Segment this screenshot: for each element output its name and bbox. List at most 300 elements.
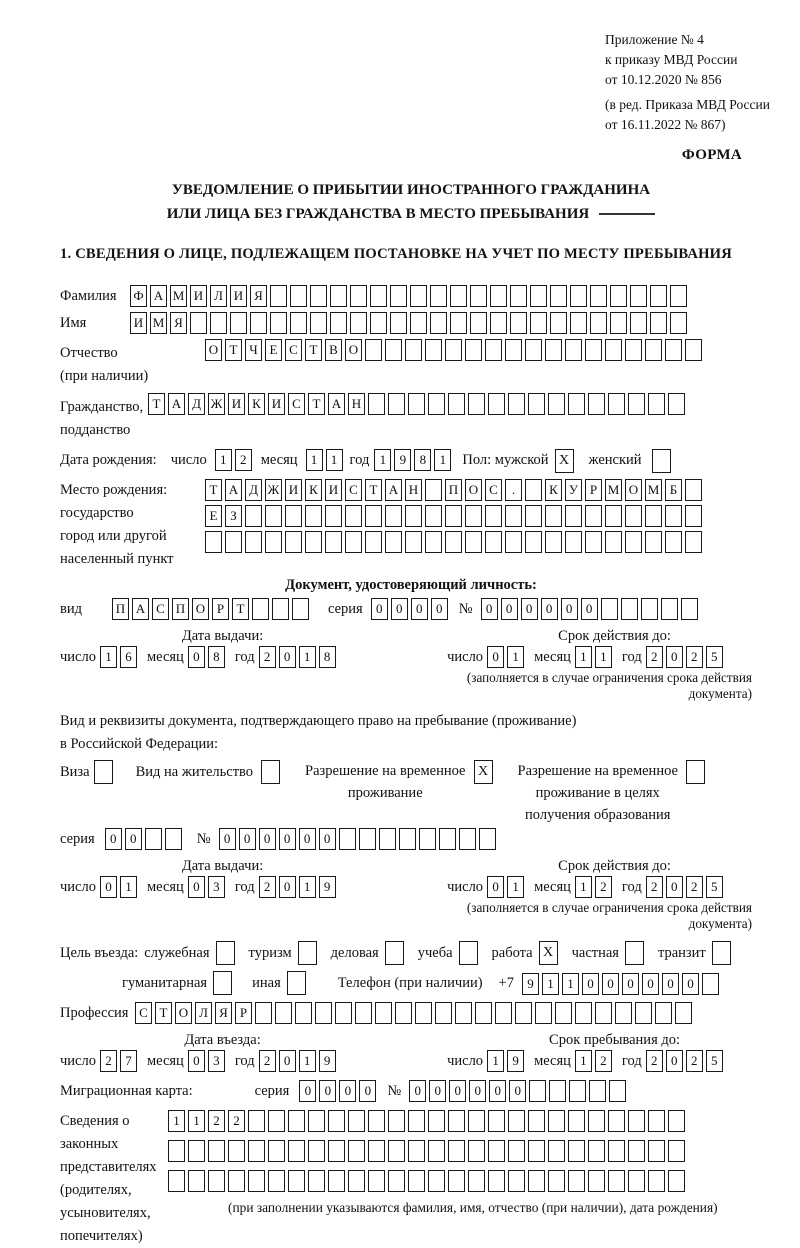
citizenship-char-box[interactable] xyxy=(468,393,485,415)
res-issue-year-box[interactable]: 9 xyxy=(319,876,336,898)
birthplace-char-box[interactable] xyxy=(445,531,462,553)
doc-valid-year-box[interactable]: 2 xyxy=(646,646,663,668)
patronymic-char-box[interactable] xyxy=(665,339,682,361)
doc-number-box[interactable] xyxy=(661,598,678,620)
doc-valid-month-box[interactable]: 1 xyxy=(595,646,612,668)
representatives-char-box[interactable] xyxy=(568,1140,585,1162)
birthplace-char-box[interactable]: О xyxy=(465,479,482,501)
purpose-transit-box[interactable] xyxy=(712,941,731,965)
representatives-char-box[interactable] xyxy=(628,1110,645,1132)
doc-seriya-box[interactable]: 0 xyxy=(391,598,408,620)
phone-digit-box[interactable] xyxy=(702,973,719,995)
stay-year-box[interactable]: 5 xyxy=(706,1050,723,1072)
firstname-char-box[interactable] xyxy=(290,312,307,334)
doc-issue-month-box[interactable]: 8 xyxy=(208,646,225,668)
representatives-char-box[interactable] xyxy=(248,1110,265,1132)
patronymic-char-box[interactable] xyxy=(485,339,502,361)
res-issue-year-box[interactable]: 2 xyxy=(259,876,276,898)
representatives-char-box[interactable] xyxy=(448,1170,465,1192)
res-valid-day-box[interactable]: 1 xyxy=(507,876,524,898)
citizenship-char-box[interactable]: Ж xyxy=(208,393,225,415)
birthplace-char-box[interactable]: Е xyxy=(205,505,222,527)
patronymic-char-box[interactable] xyxy=(445,339,462,361)
mig-number-box[interactable] xyxy=(549,1080,566,1102)
profession-char-box[interactable]: Я xyxy=(215,1002,232,1024)
doc-number-box[interactable]: 0 xyxy=(481,598,498,620)
birthplace-char-box[interactable] xyxy=(605,531,622,553)
surname-char-box[interactable]: И xyxy=(230,285,247,307)
birthplace-char-box[interactable]: К xyxy=(305,479,322,501)
temp-residence-education-box[interactable] xyxy=(686,760,705,784)
birthplace-char-box[interactable]: О xyxy=(625,479,642,501)
patronymic-char-box[interactable] xyxy=(465,339,482,361)
doc-kind-char-box[interactable]: Р xyxy=(212,598,229,620)
representatives-char-box[interactable] xyxy=(668,1140,685,1162)
doc-valid-day-box[interactable]: 1 xyxy=(507,646,524,668)
entry-month-box[interactable]: 3 xyxy=(208,1050,225,1072)
doc-valid-day-box[interactable]: 0 xyxy=(487,646,504,668)
representatives-char-box[interactable] xyxy=(508,1170,525,1192)
stay-year-box[interactable]: 0 xyxy=(666,1050,683,1072)
mig-number-box[interactable]: 0 xyxy=(469,1080,486,1102)
birthplace-char-box[interactable] xyxy=(505,505,522,527)
representatives-char-box[interactable] xyxy=(368,1110,385,1132)
doc-number-box[interactable]: 0 xyxy=(501,598,518,620)
birthplace-char-box[interactable]: И xyxy=(325,479,342,501)
birthplace-char-box[interactable] xyxy=(445,505,462,527)
representatives-char-box[interactable] xyxy=(528,1140,545,1162)
doc-valid-month-box[interactable]: 1 xyxy=(575,646,592,668)
birthplace-char-box[interactable] xyxy=(625,531,642,553)
birthplace-char-box[interactable] xyxy=(645,505,662,527)
representatives-char-box[interactable] xyxy=(608,1170,625,1192)
purpose-official-box[interactable] xyxy=(216,941,235,965)
surname-char-box[interactable]: М xyxy=(170,285,187,307)
stay-year-box[interactable]: 2 xyxy=(686,1050,703,1072)
citizenship-char-box[interactable]: А xyxy=(168,393,185,415)
phone-digit-box[interactable]: 9 xyxy=(522,973,539,995)
representatives-char-box[interactable] xyxy=(468,1170,485,1192)
doc-kind-char-box[interactable]: П xyxy=(112,598,129,620)
representatives-char-box[interactable] xyxy=(248,1170,265,1192)
profession-char-box[interactable] xyxy=(535,1002,552,1024)
profession-char-box[interactable] xyxy=(395,1002,412,1024)
residence-permit-box[interactable] xyxy=(261,760,280,784)
birthplace-char-box[interactable] xyxy=(425,479,442,501)
birth-year-box[interactable]: 1 xyxy=(434,449,451,471)
profession-char-box[interactable] xyxy=(415,1002,432,1024)
birthplace-char-box[interactable] xyxy=(385,505,402,527)
birthplace-char-box[interactable] xyxy=(485,531,502,553)
patronymic-char-box[interactable] xyxy=(525,339,542,361)
profession-char-box[interactable] xyxy=(375,1002,392,1024)
patronymic-char-box[interactable] xyxy=(385,339,402,361)
res-number-box[interactable] xyxy=(379,828,396,850)
firstname-char-box[interactable] xyxy=(370,312,387,334)
mig-number-box[interactable]: 0 xyxy=(489,1080,506,1102)
birthplace-char-box[interactable] xyxy=(665,531,682,553)
citizenship-char-box[interactable]: Н xyxy=(348,393,365,415)
birthplace-char-box[interactable] xyxy=(465,505,482,527)
stay-month-box[interactable]: 1 xyxy=(575,1050,592,1072)
representatives-char-box[interactable] xyxy=(568,1110,585,1132)
representatives-char-box[interactable] xyxy=(468,1140,485,1162)
birthplace-char-box[interactable] xyxy=(405,531,422,553)
res-number-box[interactable]: 0 xyxy=(219,828,236,850)
birthplace-char-box[interactable]: Н xyxy=(405,479,422,501)
birth-month-box[interactable]: 1 xyxy=(326,449,343,471)
mig-seriya-box[interactable]: 0 xyxy=(359,1080,376,1102)
birthplace-char-box[interactable] xyxy=(205,531,222,553)
representatives-char-box[interactable] xyxy=(388,1110,405,1132)
profession-char-box[interactable] xyxy=(455,1002,472,1024)
representatives-char-box[interactable] xyxy=(188,1140,205,1162)
citizenship-char-box[interactable]: Д xyxy=(188,393,205,415)
representatives-char-box[interactable]: 1 xyxy=(188,1110,205,1132)
surname-char-box[interactable] xyxy=(510,285,527,307)
firstname-char-box[interactable] xyxy=(250,312,267,334)
birthplace-char-box[interactable] xyxy=(505,531,522,553)
doc-kind-char-box[interactable]: О xyxy=(192,598,209,620)
res-issue-year-box[interactable]: 0 xyxy=(279,876,296,898)
citizenship-char-box[interactable] xyxy=(528,393,545,415)
surname-char-box[interactable]: А xyxy=(150,285,167,307)
firstname-char-box[interactable] xyxy=(210,312,227,334)
profession-char-box[interactable] xyxy=(555,1002,572,1024)
surname-char-box[interactable]: Ф xyxy=(130,285,147,307)
res-valid-day-box[interactable]: 0 xyxy=(487,876,504,898)
citizenship-char-box[interactable] xyxy=(408,393,425,415)
res-number-box[interactable] xyxy=(399,828,416,850)
res-number-box[interactable]: 0 xyxy=(319,828,336,850)
representatives-char-box[interactable] xyxy=(648,1110,665,1132)
birthplace-char-box[interactable] xyxy=(545,531,562,553)
profession-char-box[interactable] xyxy=(655,1002,672,1024)
representatives-char-box[interactable] xyxy=(328,1110,345,1132)
patronymic-char-box[interactable] xyxy=(545,339,562,361)
representatives-char-box[interactable] xyxy=(548,1170,565,1192)
representatives-char-box[interactable] xyxy=(308,1140,325,1162)
birthplace-char-box[interactable] xyxy=(385,531,402,553)
doc-kind-char-box[interactable]: П xyxy=(172,598,189,620)
citizenship-char-box[interactable] xyxy=(368,393,385,415)
mig-number-box[interactable] xyxy=(589,1080,606,1102)
firstname-char-box[interactable] xyxy=(530,312,547,334)
phone-digit-box[interactable]: 0 xyxy=(622,973,639,995)
representatives-char-box[interactable] xyxy=(588,1110,605,1132)
birth-year-box[interactable]: 8 xyxy=(414,449,431,471)
doc-issue-year-box[interactable]: 0 xyxy=(279,646,296,668)
doc-kind-char-box[interactable] xyxy=(252,598,269,620)
res-valid-year-box[interactable]: 0 xyxy=(666,876,683,898)
patronymic-char-box[interactable] xyxy=(625,339,642,361)
firstname-char-box[interactable] xyxy=(590,312,607,334)
profession-char-box[interactable]: Т xyxy=(155,1002,172,1024)
birthplace-char-box[interactable]: З xyxy=(225,505,242,527)
citizenship-char-box[interactable]: А xyxy=(328,393,345,415)
surname-char-box[interactable] xyxy=(410,285,427,307)
patronymic-char-box[interactable]: В xyxy=(325,339,342,361)
birthplace-char-box[interactable]: Т xyxy=(365,479,382,501)
representatives-char-box[interactable] xyxy=(668,1170,685,1192)
firstname-char-box[interactable] xyxy=(390,312,407,334)
representatives-char-box[interactable] xyxy=(648,1140,665,1162)
birthplace-char-box[interactable] xyxy=(365,531,382,553)
doc-seriya-box[interactable]: 0 xyxy=(431,598,448,620)
profession-char-box[interactable] xyxy=(435,1002,452,1024)
profession-char-box[interactable] xyxy=(675,1002,692,1024)
birthplace-char-box[interactable] xyxy=(225,531,242,553)
birthplace-char-box[interactable] xyxy=(425,531,442,553)
representatives-char-box[interactable] xyxy=(408,1110,425,1132)
citizenship-char-box[interactable] xyxy=(648,393,665,415)
birthplace-char-box[interactable]: А xyxy=(225,479,242,501)
surname-char-box[interactable] xyxy=(590,285,607,307)
representatives-char-box[interactable] xyxy=(228,1140,245,1162)
birthplace-char-box[interactable] xyxy=(545,505,562,527)
res-number-box[interactable] xyxy=(479,828,496,850)
entry-day-box[interactable]: 7 xyxy=(120,1050,137,1072)
res-number-box[interactable] xyxy=(439,828,456,850)
citizenship-char-box[interactable] xyxy=(568,393,585,415)
representatives-char-box[interactable] xyxy=(488,1110,505,1132)
representatives-char-box[interactable] xyxy=(548,1110,565,1132)
profession-char-box[interactable]: О xyxy=(175,1002,192,1024)
birthplace-char-box[interactable]: С xyxy=(485,479,502,501)
patronymic-char-box[interactable] xyxy=(645,339,662,361)
phone-digit-box[interactable]: 1 xyxy=(542,973,559,995)
doc-issue-year-box[interactable]: 1 xyxy=(299,646,316,668)
doc-issue-month-box[interactable]: 0 xyxy=(188,646,205,668)
firstname-char-box[interactable] xyxy=(430,312,447,334)
surname-char-box[interactable] xyxy=(390,285,407,307)
profession-char-box[interactable] xyxy=(315,1002,332,1024)
representatives-char-box[interactable] xyxy=(288,1110,305,1132)
representatives-char-box[interactable] xyxy=(328,1140,345,1162)
profession-char-box[interactable]: Р xyxy=(235,1002,252,1024)
representatives-char-box[interactable] xyxy=(648,1170,665,1192)
visa-box[interactable] xyxy=(94,760,113,784)
res-valid-year-box[interactable]: 2 xyxy=(686,876,703,898)
surname-char-box[interactable] xyxy=(470,285,487,307)
mig-number-box[interactable]: 0 xyxy=(409,1080,426,1102)
res-valid-month-box[interactable]: 1 xyxy=(575,876,592,898)
profession-char-box[interactable] xyxy=(635,1002,652,1024)
representatives-char-box[interactable] xyxy=(668,1110,685,1132)
birthplace-char-box[interactable] xyxy=(285,505,302,527)
representatives-char-box[interactable] xyxy=(368,1170,385,1192)
surname-char-box[interactable] xyxy=(650,285,667,307)
birthplace-char-box[interactable] xyxy=(685,505,702,527)
mig-number-box[interactable] xyxy=(529,1080,546,1102)
patronymic-char-box[interactable]: О xyxy=(345,339,362,361)
res-number-box[interactable] xyxy=(459,828,476,850)
patronymic-char-box[interactable]: Т xyxy=(305,339,322,361)
representatives-char-box[interactable]: 1 xyxy=(168,1110,185,1132)
phone-digit-box[interactable]: 0 xyxy=(582,973,599,995)
birthplace-char-box[interactable] xyxy=(325,505,342,527)
birthplace-char-box[interactable]: М xyxy=(645,479,662,501)
representatives-char-box[interactable] xyxy=(628,1170,645,1192)
surname-char-box[interactable] xyxy=(670,285,687,307)
representatives-char-box[interactable] xyxy=(488,1170,505,1192)
patronymic-char-box[interactable] xyxy=(365,339,382,361)
firstname-char-box[interactable] xyxy=(450,312,467,334)
res-seriya-box[interactable]: 0 xyxy=(125,828,142,850)
patronymic-char-box[interactable] xyxy=(425,339,442,361)
firstname-char-box[interactable] xyxy=(190,312,207,334)
birthplace-char-box[interactable] xyxy=(245,505,262,527)
patronymic-char-box[interactable] xyxy=(605,339,622,361)
birthplace-char-box[interactable] xyxy=(265,505,282,527)
birthplace-char-box[interactable] xyxy=(625,505,642,527)
patronymic-char-box[interactable]: Е xyxy=(265,339,282,361)
surname-char-box[interactable]: Л xyxy=(210,285,227,307)
phone-digit-box[interactable]: 0 xyxy=(662,973,679,995)
representatives-char-box[interactable] xyxy=(608,1140,625,1162)
birthplace-char-box[interactable]: Т xyxy=(205,479,222,501)
surname-char-box[interactable] xyxy=(330,285,347,307)
patronymic-char-box[interactable] xyxy=(405,339,422,361)
patronymic-char-box[interactable]: Ч xyxy=(245,339,262,361)
citizenship-char-box[interactable] xyxy=(548,393,565,415)
birthplace-char-box[interactable] xyxy=(305,531,322,553)
res-valid-month-box[interactable]: 2 xyxy=(595,876,612,898)
birthplace-char-box[interactable] xyxy=(585,531,602,553)
birthplace-char-box[interactable] xyxy=(525,479,542,501)
representatives-char-box[interactable] xyxy=(288,1140,305,1162)
surname-char-box[interactable] xyxy=(570,285,587,307)
entry-day-box[interactable]: 2 xyxy=(100,1050,117,1072)
patronymic-char-box[interactable]: О xyxy=(205,339,222,361)
mig-number-box[interactable]: 0 xyxy=(509,1080,526,1102)
doc-valid-year-box[interactable]: 5 xyxy=(706,646,723,668)
phone-digit-box[interactable]: 0 xyxy=(682,973,699,995)
birthplace-char-box[interactable] xyxy=(525,531,542,553)
doc-number-box[interactable] xyxy=(681,598,698,620)
purpose-other-box[interactable] xyxy=(287,971,306,995)
purpose-work-box[interactable]: X xyxy=(539,941,558,965)
birthplace-char-box[interactable]: М xyxy=(605,479,622,501)
birthplace-char-box[interactable]: Б xyxy=(665,479,682,501)
res-number-box[interactable] xyxy=(419,828,436,850)
profession-char-box[interactable] xyxy=(515,1002,532,1024)
representatives-char-box[interactable] xyxy=(528,1110,545,1132)
firstname-char-box[interactable] xyxy=(490,312,507,334)
doc-seriya-box[interactable]: 0 xyxy=(371,598,388,620)
surname-char-box[interactable] xyxy=(610,285,627,307)
birthplace-char-box[interactable] xyxy=(345,505,362,527)
doc-number-box[interactable] xyxy=(641,598,658,620)
res-number-box[interactable]: 0 xyxy=(259,828,276,850)
representatives-char-box[interactable] xyxy=(588,1170,605,1192)
citizenship-char-box[interactable] xyxy=(508,393,525,415)
doc-valid-year-box[interactable]: 0 xyxy=(666,646,683,668)
birth-year-box[interactable]: 9 xyxy=(394,449,411,471)
firstname-char-box[interactable]: Я xyxy=(170,312,187,334)
firstname-char-box[interactable] xyxy=(410,312,427,334)
patronymic-char-box[interactable]: Т xyxy=(225,339,242,361)
gender-male-box[interactable]: X xyxy=(555,449,574,473)
birth-month-box[interactable]: 1 xyxy=(306,449,323,471)
purpose-private-box[interactable] xyxy=(625,941,644,965)
birthplace-char-box[interactable] xyxy=(485,505,502,527)
birthplace-char-box[interactable] xyxy=(345,531,362,553)
representatives-char-box[interactable] xyxy=(428,1110,445,1132)
doc-issue-year-box[interactable]: 2 xyxy=(259,646,276,668)
res-number-box[interactable]: 0 xyxy=(299,828,316,850)
res-issue-year-box[interactable]: 1 xyxy=(299,876,316,898)
representatives-char-box[interactable] xyxy=(168,1140,185,1162)
doc-issue-year-box[interactable]: 8 xyxy=(319,646,336,668)
representatives-char-box[interactable] xyxy=(348,1140,365,1162)
doc-kind-char-box[interactable] xyxy=(292,598,309,620)
firstname-char-box[interactable] xyxy=(610,312,627,334)
firstname-char-box[interactable] xyxy=(350,312,367,334)
citizenship-char-box[interactable] xyxy=(608,393,625,415)
doc-valid-year-box[interactable]: 2 xyxy=(686,646,703,668)
birthplace-char-box[interactable] xyxy=(525,505,542,527)
res-number-box[interactable]: 0 xyxy=(239,828,256,850)
firstname-char-box[interactable] xyxy=(650,312,667,334)
birthplace-char-box[interactable]: Р xyxy=(585,479,602,501)
phone-digit-box[interactable]: 0 xyxy=(642,973,659,995)
firstname-char-box[interactable] xyxy=(470,312,487,334)
patronymic-char-box[interactable] xyxy=(685,339,702,361)
doc-number-box[interactable]: 0 xyxy=(521,598,538,620)
surname-char-box[interactable] xyxy=(430,285,447,307)
profession-char-box[interactable]: Л xyxy=(195,1002,212,1024)
res-issue-day-box[interactable]: 0 xyxy=(100,876,117,898)
representatives-char-box[interactable] xyxy=(208,1140,225,1162)
birthplace-char-box[interactable] xyxy=(365,505,382,527)
birthplace-char-box[interactable] xyxy=(565,531,582,553)
birth-year-box[interactable]: 1 xyxy=(374,449,391,471)
doc-kind-char-box[interactable]: А xyxy=(132,598,149,620)
res-number-box[interactable] xyxy=(339,828,356,850)
citizenship-char-box[interactable] xyxy=(428,393,445,415)
doc-issue-day-box[interactable]: 6 xyxy=(120,646,137,668)
representatives-char-box[interactable] xyxy=(268,1110,285,1132)
entry-year-box[interactable]: 1 xyxy=(299,1050,316,1072)
phone-digit-box[interactable]: 0 xyxy=(602,973,619,995)
stay-year-box[interactable]: 2 xyxy=(646,1050,663,1072)
citizenship-char-box[interactable] xyxy=(588,393,605,415)
profession-char-box[interactable] xyxy=(255,1002,272,1024)
birthplace-char-box[interactable] xyxy=(645,531,662,553)
res-seriya-box[interactable] xyxy=(165,828,182,850)
profession-char-box[interactable]: С xyxy=(135,1002,152,1024)
profession-char-box[interactable] xyxy=(615,1002,632,1024)
purpose-study-box[interactable] xyxy=(459,941,478,965)
stay-day-box[interactable]: 1 xyxy=(487,1050,504,1072)
res-seriya-box[interactable]: 0 xyxy=(105,828,122,850)
firstname-char-box[interactable] xyxy=(330,312,347,334)
surname-char-box[interactable] xyxy=(530,285,547,307)
patronymic-char-box[interactable] xyxy=(585,339,602,361)
firstname-char-box[interactable]: М xyxy=(150,312,167,334)
res-valid-year-box[interactable]: 5 xyxy=(706,876,723,898)
doc-issue-day-box[interactable]: 1 xyxy=(100,646,117,668)
mig-number-box[interactable] xyxy=(609,1080,626,1102)
representatives-char-box[interactable] xyxy=(408,1170,425,1192)
representatives-char-box[interactable] xyxy=(348,1170,365,1192)
citizenship-char-box[interactable]: И xyxy=(228,393,245,415)
birthplace-char-box[interactable] xyxy=(245,531,262,553)
surname-char-box[interactable] xyxy=(350,285,367,307)
representatives-char-box[interactable] xyxy=(368,1140,385,1162)
representatives-char-box[interactable] xyxy=(448,1140,465,1162)
